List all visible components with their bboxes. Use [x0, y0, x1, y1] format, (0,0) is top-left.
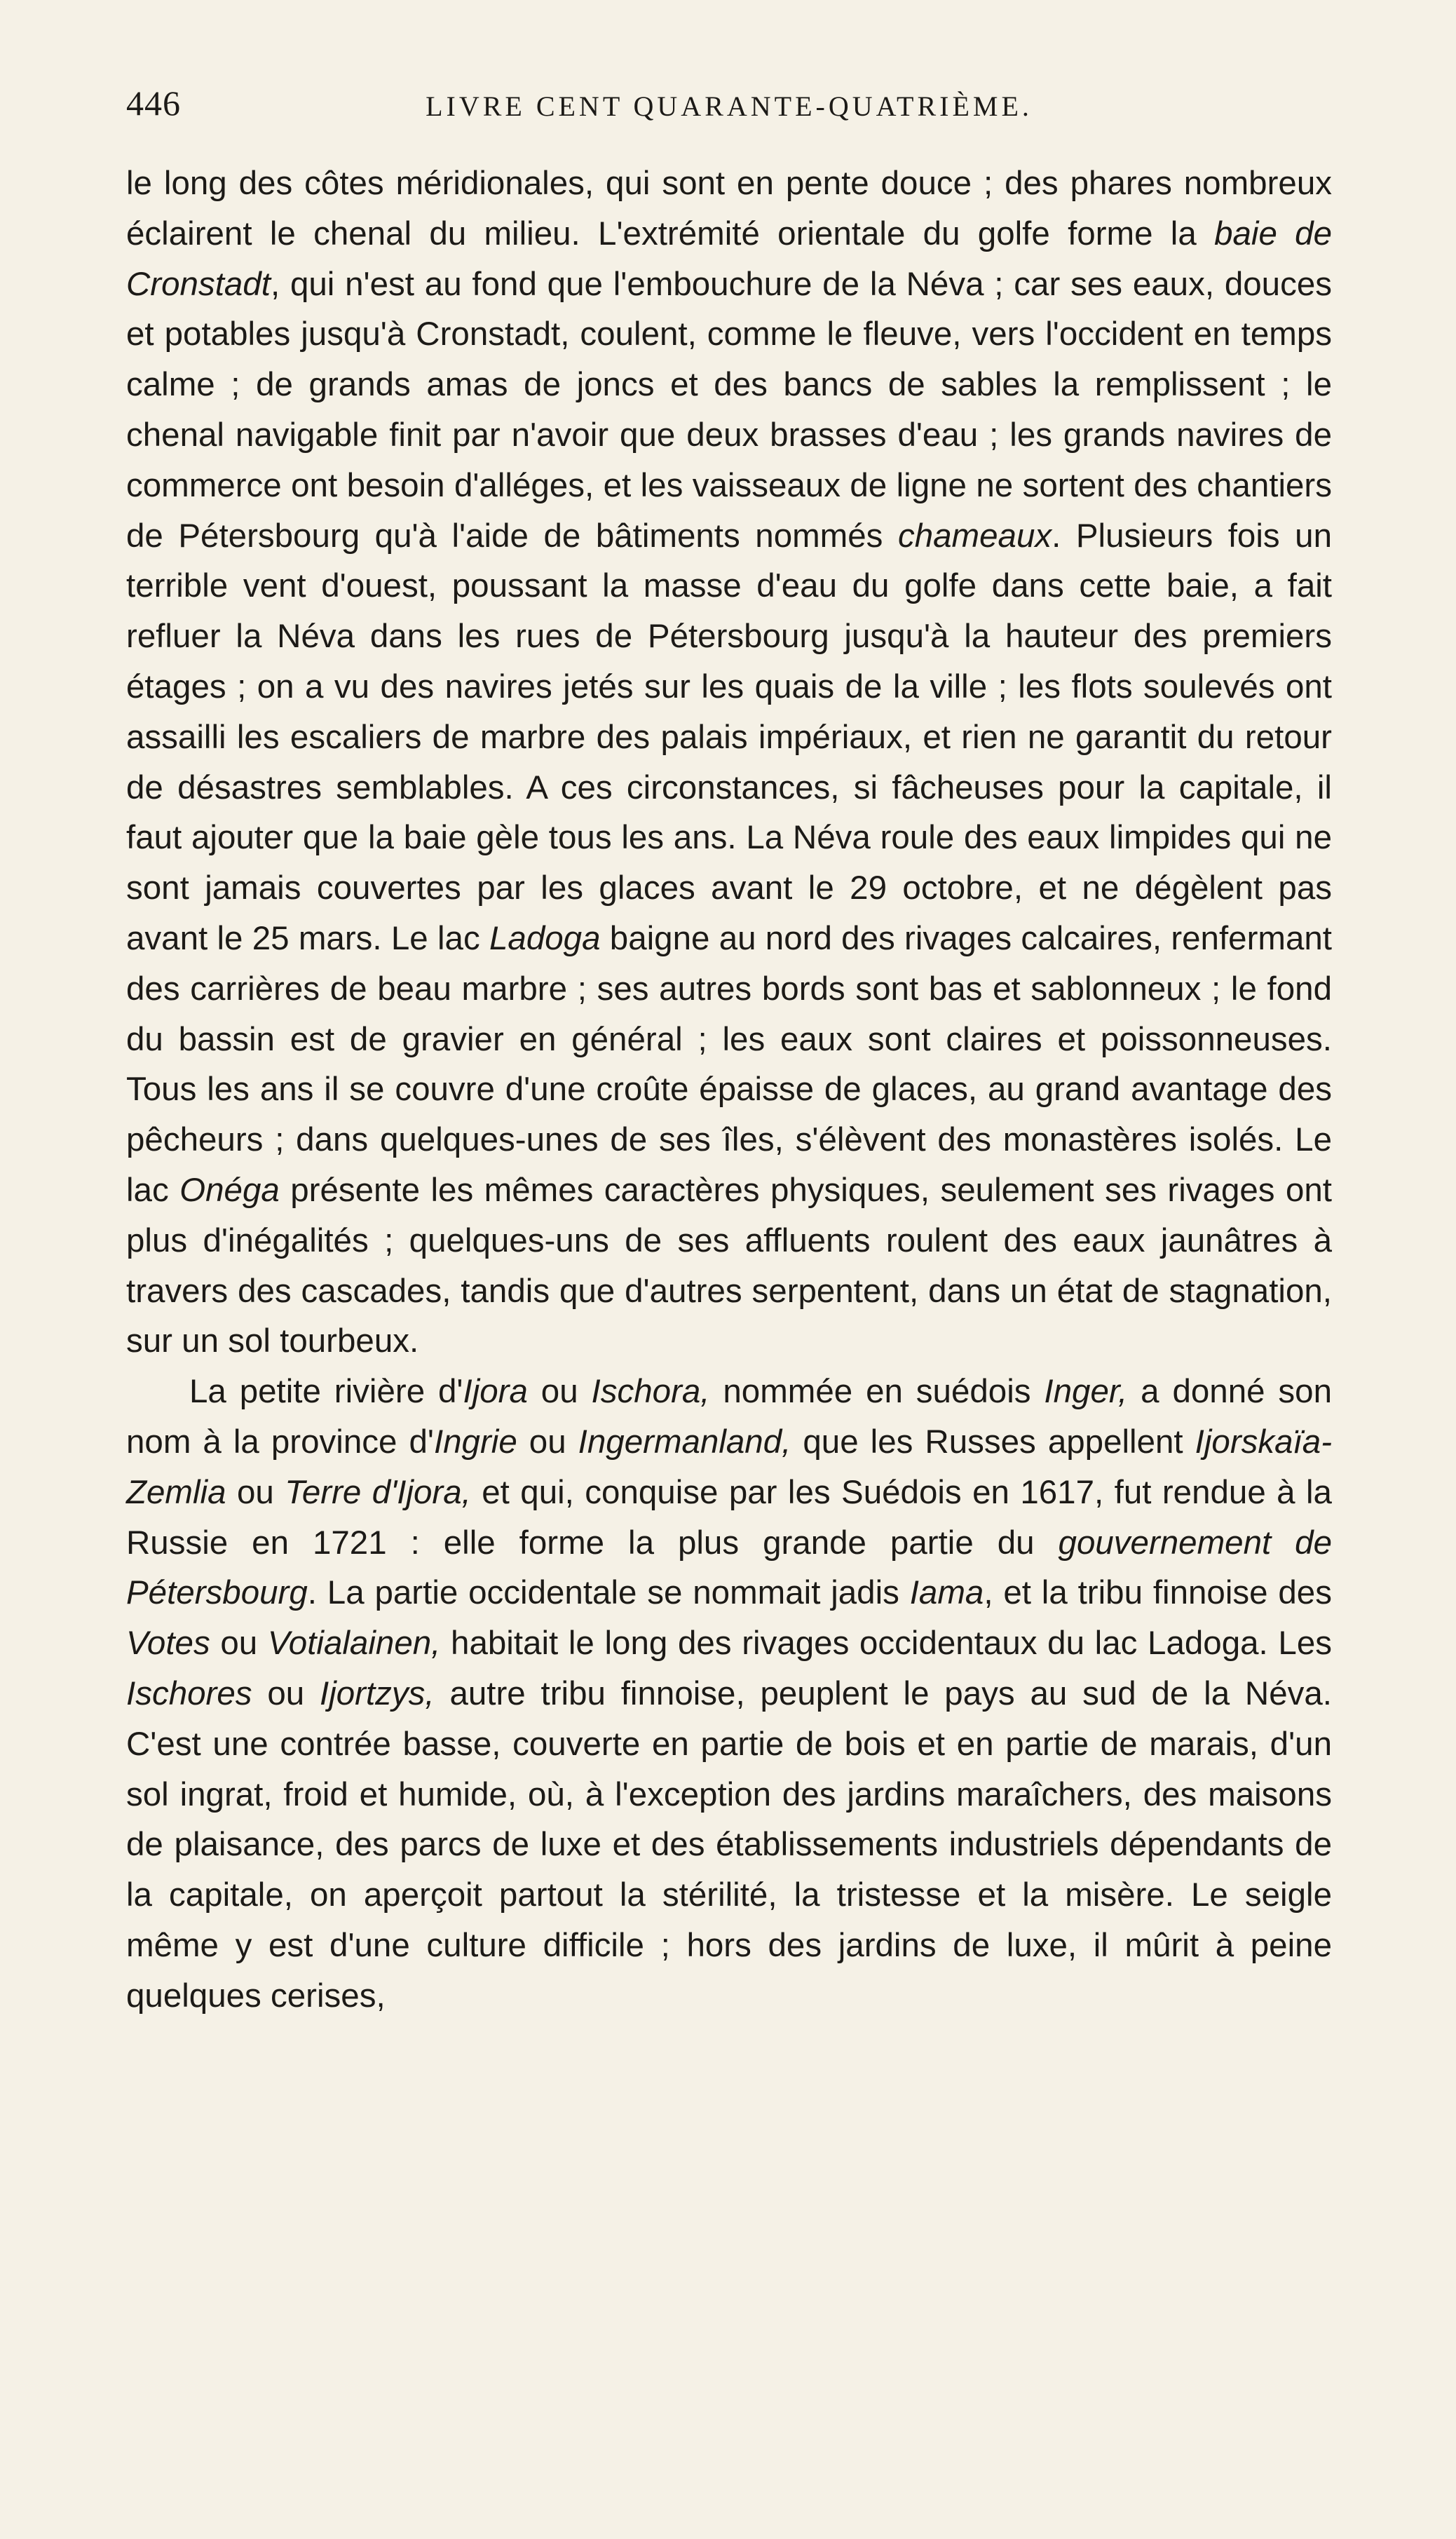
paragraph-1	[126, 158, 1332, 1367]
text-run: le long des côtes méridionales, qui sont en pente douce ; des phares nombreux éclairent le chenal du milieu. L'extrémité orientale du golfe forme la	[126, 165, 1332, 252]
page-header	[126, 83, 1332, 139]
text-run: baigne au nord des rivages calcaires, renfermant des carrières de beau marbre ; ses autres bords sont bas et sablonneux ; le fond du bassin est de gravier en général ; les eaux sont claires et poissonneuses. Tous les ans il se couvre d'une croûte épaisse de glaces, au grand avantage des pêcheurs ; dans quelques-unes de ses îles, s'élèvent des monastères isolés. Le lac	[126, 919, 1332, 1209]
italic-term: Ladoga	[489, 919, 601, 957]
text-run: ou	[226, 1473, 285, 1511]
text-run: ou	[252, 1674, 320, 1712]
text-run: ou	[517, 1423, 578, 1461]
italic-term: Ijortzys,	[320, 1674, 435, 1712]
italic-term: Ijora	[463, 1373, 528, 1411]
italic-term: Ischores	[126, 1674, 252, 1712]
text-run: nommée en suédois	[709, 1373, 1045, 1411]
body-text	[126, 158, 1332, 2021]
text-run: . Plusieurs fois un terrible vent d'ouest, poussant la masse d'eau du golfe dans cette baie, a fait refluer la Néva dans les rues de Pétersbourg jusqu'à la hauteur des premiers étages ; on a vu des navires jetés sur les quais de la ville ; les flots soulevés ont assailli les escaliers de marbre des palais impériaux, et rien ne garantit du retour de désastres semblables. A ces circonstances, si fâcheuses pour la capitale, il faut ajouter que la baie gèle tous les ans. La Néva roule des eaux limpides qui ne sont jamais couvertes par les glaces avant le 29 octobre, et ne dégèlent pas avant le 25 mars. Le lac	[126, 517, 1332, 957]
text-run: , et la tribu finnoise des	[984, 1574, 1332, 1612]
italic-term: Ischora,	[591, 1373, 710, 1411]
page-number: 446	[126, 83, 181, 123]
text-run: . La partie occidentale se nommait jadis	[307, 1574, 910, 1612]
italic-term: gouvernement de Pétersbourg	[126, 1524, 1333, 1612]
running-head: LIVRE CENT QUARANTE-QUATRIÈME.	[426, 90, 1033, 122]
text-run: ou	[210, 1625, 268, 1663]
text-run: que les Russes appellent	[791, 1423, 1195, 1461]
text-run: autre tribu finnoise, peuplent le pays au sud de la Néva. C'est une contrée basse, couverte en partie de bois et en partie de marais, d'un sol ingrat, froid et humide, où, à l'exception des jardins maraîchers, des maisons de plaisance, des parcs de luxe et des établissements industriels dépendants de la capitale, on aperçoit partout la stérilité, la tristesse et la misère. Le seigle même y est d'une culture difficile ; hors des jardins de luxe, il mûrit à peine quelques cerises,	[126, 1674, 1333, 2015]
italic-term: Ingermanland,	[578, 1423, 791, 1461]
text-run: présente les mêmes caractères physiques, seulement ses rivages ont plus d'inégalités ; quelques-uns de ses affluents roulent des eaux jaunâtres à travers des cascades, tandis que d'autres serpentent, dans un état de stagnation, sur un sol tourbeux.	[126, 1171, 1332, 1360]
text-run: ou	[527, 1373, 592, 1411]
italic-term: Onéga	[179, 1171, 280, 1209]
italic-term: Terre d'Ijora,	[285, 1473, 471, 1511]
italic-term: Inger,	[1044, 1373, 1128, 1411]
text-run: et qui, conquise par les Suédois en 1617, fut rendue à la Russie en 1721 : elle forme la plus grande partie du	[126, 1473, 1332, 1562]
italic-term: Ingrie	[433, 1423, 517, 1461]
text-run: a donné son nom à la province d'	[126, 1373, 1332, 1461]
italic-term: chameaux	[897, 517, 1052, 555]
text-run: , qui n'est au fond que l'embouchure de la Néva ; car ses eaux, douces et potables jusqu'à Cronstadt, coulent, comme le fleuve, vers l'occident en temps calme ; de grands amas de joncs et des bancs de sables la remplissent ; le chenal navigable finit par n'avoir que deux brasses d'eau ; les grands navires de commerce ont besoin d'alléges, et les vaisseaux de ligne ne sortent des chantiers de Pétersbourg qu'à l'aide de bâtiments nommés	[126, 265, 1332, 555]
text-run: habitait le long des rivages occidentaux du lac Ladoga. Les	[440, 1625, 1332, 1663]
italic-term: baie de Cronstadt	[126, 215, 1332, 303]
text-run: La petite rivière d'	[189, 1373, 463, 1411]
italic-term: Iama	[909, 1574, 984, 1612]
paragraph-2	[126, 1367, 1332, 2021]
italic-term: Votes	[126, 1625, 210, 1663]
italic-term: Votialainen,	[267, 1625, 441, 1663]
italic-term: Ijorskaïa-Zemlia	[126, 1423, 1333, 1511]
